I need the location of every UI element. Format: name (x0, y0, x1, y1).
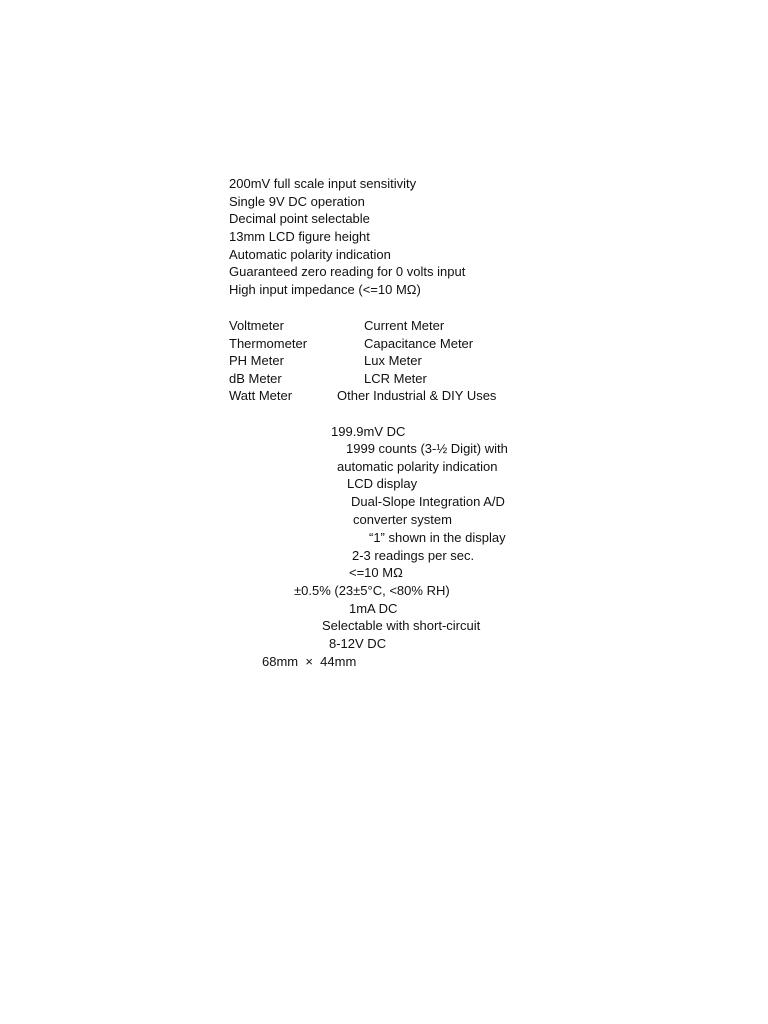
spec-value: Dual-Slope Integration A/D (351, 494, 505, 509)
spec-value: 199.9mV DC (331, 424, 406, 439)
spec-value: “1” shown in the display (369, 530, 506, 545)
spec-value: 68mm × 44mm (262, 654, 357, 669)
spec-value: 8-12V DC (329, 636, 387, 651)
application-item: PH Meter (229, 353, 284, 368)
feature-item: Automatic polarity indication (229, 247, 391, 262)
application-item: dB Meter (229, 371, 282, 386)
application-item: Lux Meter (364, 353, 422, 368)
application-item: Thermometer (229, 336, 308, 351)
feature-item: Guaranteed zero reading for 0 volts input (229, 264, 466, 279)
feature-item: 13mm LCD figure height (229, 229, 370, 244)
application-item: LCR Meter (364, 371, 427, 386)
feature-item: Single 9V DC operation (229, 194, 365, 209)
feature-item: Decimal point selectable (229, 211, 370, 226)
spec-value: 1999 counts (3-½ Digit) with (346, 441, 508, 456)
spec-value: ±0.5% (23±5°C, <80% RH) (294, 583, 450, 598)
application-item: Voltmeter (229, 318, 284, 333)
spec-value: 2-3 readings per sec. (352, 548, 475, 563)
application-item: Current Meter (364, 318, 445, 333)
spec-value: converter system (353, 512, 452, 527)
application-item: Watt Meter (229, 388, 293, 403)
spec-value: automatic polarity indication (337, 459, 498, 474)
feature-item: High input impedance (<=10 MΩ) (229, 282, 421, 297)
spec-value: Selectable with short-circuit (322, 618, 481, 633)
spec-value: LCD display (347, 476, 418, 491)
application-item: Other Industrial & DIY Uses (337, 388, 497, 403)
spec-value: <=10 MΩ (349, 565, 403, 580)
application-item: Capacitance Meter (364, 336, 474, 351)
spec-value: 1mA DC (349, 601, 398, 616)
feature-item: 200mV full scale input sensitivity (229, 176, 417, 191)
